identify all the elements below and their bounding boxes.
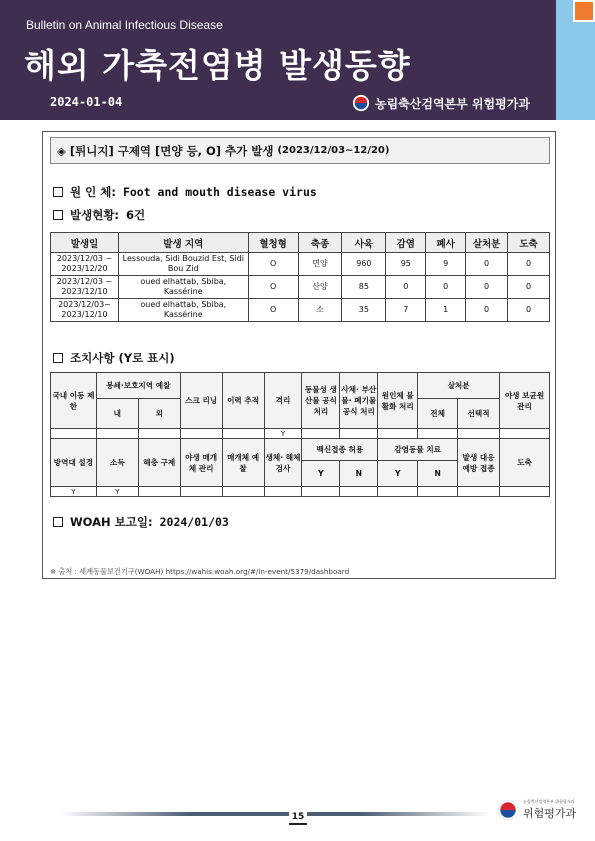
value-cell bbox=[418, 487, 458, 497]
measure-slaughter: 도축 bbox=[500, 439, 550, 487]
value-cell bbox=[264, 487, 302, 497]
value-cell bbox=[302, 429, 340, 439]
header-accent-orange bbox=[573, 0, 595, 22]
value-cell: Y bbox=[264, 429, 302, 439]
table-row bbox=[51, 253, 550, 276]
value-cell bbox=[222, 429, 264, 439]
cause-value: Foot and mouth disease virus bbox=[122, 185, 317, 199]
page-title: 해외 가축전염병 발생동향 bbox=[24, 46, 411, 85]
col-header: 발생 지역 bbox=[118, 233, 248, 253]
bulletin-subtitle: Bulletin on Animal Infectious Disease bbox=[26, 18, 223, 32]
footer-rule bbox=[60, 812, 490, 816]
status-line bbox=[53, 207, 145, 223]
cell-culled: 0 bbox=[466, 253, 508, 276]
cell-region: oued elhattab, Sbiba, Kassérine bbox=[118, 299, 248, 322]
report-period: (2023/12/03~12/20) bbox=[277, 145, 390, 156]
cell-date: 2023/12/03~ 2023/12/10 bbox=[51, 299, 119, 322]
cell-slaughtered: 0 bbox=[508, 276, 550, 299]
treatment-yes: Y bbox=[378, 461, 418, 487]
measure-culling: 살처분 bbox=[418, 373, 500, 399]
measure-live-test: 생체· 해체 검사 bbox=[264, 439, 302, 487]
measure-vector: 매개체 예찰 bbox=[222, 439, 264, 487]
cell-serotype: O bbox=[248, 299, 298, 322]
measure-domestic: 국내 이동 제한 bbox=[51, 373, 97, 429]
value-cell bbox=[458, 429, 500, 439]
cell-date: 2023/12/03 ~ 2023/12/20 bbox=[51, 253, 119, 276]
table-row bbox=[51, 299, 550, 322]
cell-cases: 7 bbox=[386, 299, 426, 322]
cell-slaughtered: 0 bbox=[508, 253, 550, 276]
measure-carcass: 사체· 부산물· 폐기물 공식 처리 bbox=[340, 373, 378, 429]
value-cell bbox=[222, 487, 264, 497]
measure-zone-out: 외 bbox=[138, 399, 180, 429]
cell-region: Lessouda, Sidi Bouzid Est, Sidi Bou Zid bbox=[118, 253, 248, 276]
measure-culling-all: 전체 bbox=[418, 399, 458, 429]
col-header: 폐사 bbox=[426, 233, 466, 253]
marker-icon: ◈ bbox=[57, 143, 66, 158]
cell-slaughtered: 0 bbox=[508, 299, 550, 322]
measures-table bbox=[50, 372, 550, 497]
measure-wild-vector: 야생 매개체 관리 bbox=[180, 439, 222, 487]
value-cell bbox=[96, 429, 138, 439]
cell-cases: 95 bbox=[386, 253, 426, 276]
cell-deaths: 9 bbox=[426, 253, 466, 276]
report-title: [튀니지] 구제역 [면양 등, O] 추가 발생 bbox=[69, 143, 274, 158]
measures-label: 조치사항 (Y로 표시) bbox=[70, 351, 175, 365]
measure-treatment: 감염동물 치료 bbox=[378, 439, 458, 461]
source-note: ※ 출처 : 세계동물보건기구(WOAH) https://wahis.woah.org/#/in-event/5379/dashboard bbox=[50, 567, 350, 576]
org-name: 농림축산검역본부 위험평가과 bbox=[375, 96, 530, 111]
cell-cases: 0 bbox=[386, 276, 426, 299]
col-header: 사육 bbox=[342, 233, 386, 253]
value-cell: Y bbox=[96, 487, 138, 497]
measure-quarantine: 방역대 설정 bbox=[51, 439, 97, 487]
measures-value-row-1 bbox=[51, 429, 550, 439]
col-header: 도축 bbox=[508, 233, 550, 253]
measure-isolation: 격리 bbox=[264, 373, 302, 429]
checkbox-square-icon bbox=[53, 517, 63, 527]
woah-line bbox=[53, 514, 229, 530]
org-brand bbox=[352, 93, 530, 113]
col-header: 발생일 bbox=[51, 233, 119, 253]
col-header: 축종 bbox=[298, 233, 342, 253]
col-header: 감염 bbox=[386, 233, 426, 253]
value-cell bbox=[340, 487, 378, 497]
status-value: 6건 bbox=[126, 208, 146, 222]
measure-pest: 해충 구제 bbox=[138, 439, 180, 487]
value-cell bbox=[180, 487, 222, 497]
issue-date: 2024-01-04 bbox=[50, 95, 123, 109]
col-header: 살처분 bbox=[466, 233, 508, 253]
measure-zone-in: 내 bbox=[96, 399, 138, 429]
cell-species: 소 bbox=[298, 299, 342, 322]
woah-label: WOAH 보고일: bbox=[70, 515, 153, 529]
value-cell bbox=[378, 487, 418, 497]
value-cell bbox=[138, 429, 180, 439]
outbreak-header-row bbox=[51, 233, 550, 253]
measures-header-row-1 bbox=[51, 373, 550, 399]
measure-official-disposal: 동물성 생산물 공식 처리 bbox=[302, 373, 340, 429]
cell-date: 2023/12/03 ~ 2023/12/10 bbox=[51, 276, 119, 299]
table-row bbox=[51, 276, 550, 299]
checkbox-square-icon bbox=[53, 210, 63, 220]
measures-value-row-2 bbox=[51, 487, 550, 497]
cell-susceptible: 35 bbox=[342, 299, 386, 322]
checkbox-square-icon bbox=[53, 353, 63, 363]
cell-serotype: O bbox=[248, 253, 298, 276]
measure-source-inactivation: 원인체 불활화 처리 bbox=[378, 373, 418, 429]
cell-susceptible: 85 bbox=[342, 276, 386, 299]
measure-zone: 봉쇄·보호지역 예찰 bbox=[96, 373, 180, 399]
cell-region: oued elhattab, Sbiba, Kassérine bbox=[118, 276, 248, 299]
measure-wild-zone: 야생 보균원 관리 bbox=[500, 373, 550, 429]
value-cell bbox=[418, 429, 458, 439]
value-cell bbox=[302, 487, 340, 497]
footer-org-small: 농림축산검역본부 위험평가과 bbox=[523, 799, 575, 804]
measures-header-row-3 bbox=[51, 439, 550, 461]
cell-species: 면양 bbox=[298, 253, 342, 276]
value-cell bbox=[500, 487, 550, 497]
checkbox-square-icon bbox=[53, 187, 63, 197]
value-cell bbox=[51, 429, 97, 439]
measure-culling-selective: 선택적 bbox=[458, 399, 500, 429]
col-header: 혈청형 bbox=[248, 233, 298, 253]
measure-screening: 스크 리닝 bbox=[180, 373, 222, 429]
cell-culled: 0 bbox=[466, 276, 508, 299]
value-cell bbox=[458, 487, 500, 497]
footer-org-name: 위험평가과 bbox=[523, 807, 577, 820]
woah-date: 2024/01/03 bbox=[159, 515, 229, 529]
cause-line bbox=[53, 184, 317, 200]
vaccination-no: N bbox=[340, 461, 378, 487]
cell-susceptible: 960 bbox=[342, 253, 386, 276]
value-cell bbox=[378, 429, 418, 439]
outbreak-table bbox=[50, 232, 550, 322]
measures-line bbox=[53, 350, 175, 366]
footer-brand bbox=[497, 799, 576, 821]
status-label: 발생현황: bbox=[70, 208, 120, 222]
value-cell bbox=[500, 429, 550, 439]
value-cell bbox=[340, 429, 378, 439]
cell-culled: 0 bbox=[466, 299, 508, 322]
value-cell bbox=[180, 429, 222, 439]
cause-label: 원 인 체: bbox=[70, 185, 116, 199]
agency-logo-icon bbox=[352, 94, 370, 112]
report-titlebar bbox=[50, 137, 550, 164]
report-box bbox=[42, 131, 556, 579]
cell-deaths: 0 bbox=[426, 276, 466, 299]
cell-deaths: 1 bbox=[426, 299, 466, 322]
treatment-no: N bbox=[418, 461, 458, 487]
measure-disinfect: 소독 bbox=[96, 439, 138, 487]
measure-vaccination: 백신접종 허용 bbox=[302, 439, 378, 461]
value-cell bbox=[138, 487, 180, 497]
cell-species: 산양 bbox=[298, 276, 342, 299]
vaccination-yes: Y bbox=[302, 461, 340, 487]
page-number: 15 bbox=[289, 811, 307, 825]
value-cell: Y bbox=[51, 487, 97, 497]
measure-prevention: 발생 대응 예방 접종 bbox=[458, 439, 500, 487]
measure-tracing: 이력 추적 bbox=[222, 373, 264, 429]
cell-serotype: O bbox=[248, 276, 298, 299]
agency-logo-icon bbox=[497, 799, 519, 821]
